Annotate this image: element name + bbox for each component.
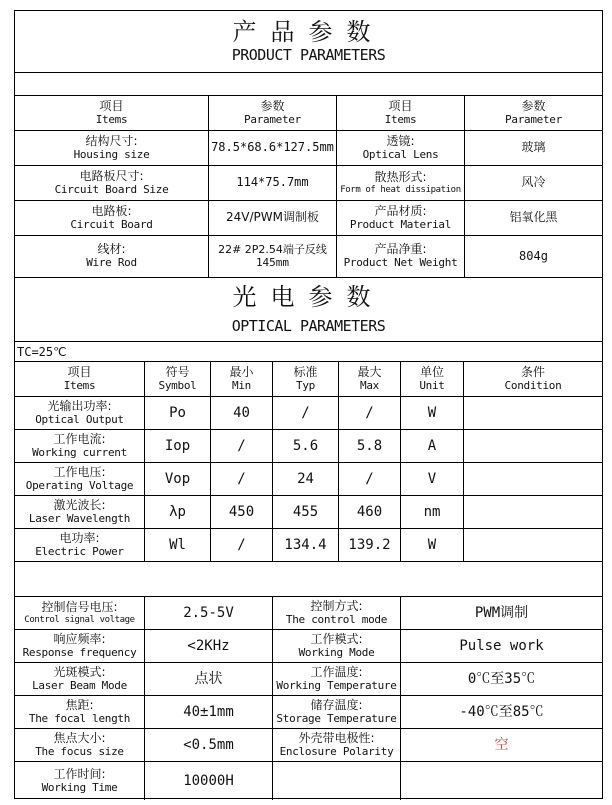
product-row: [15, 236, 602, 278]
opt-label-en: Working current: [32, 445, 127, 459]
header-items-en: Items: [95, 112, 128, 126]
ctl-label2-zh: 工作模式:: [310, 631, 363, 646]
opt-max: 460: [356, 503, 383, 520]
opt-min: /: [237, 536, 246, 553]
row-label2-zh: 散热形式:: [374, 169, 427, 184]
oh-min-en: Min: [232, 378, 251, 392]
header-param-en: Parameter: [244, 112, 301, 126]
row-value: 114*75.7mm: [236, 175, 309, 190]
ctl-value: 点状: [194, 670, 223, 687]
opt-typ: 455: [292, 503, 319, 520]
ctl-label2-zh: 控制方式:: [310, 598, 363, 613]
oh-typ-en: Typ: [296, 378, 315, 392]
opt-label-zh: 激光波长:: [53, 497, 106, 512]
ctl-label-zh: 控制信号电压:: [41, 599, 118, 614]
row-label-en: Circuit Board Size: [54, 182, 169, 196]
row-label2-zh: 产品材质:: [374, 203, 427, 218]
opt-label-zh: 工作电压:: [53, 464, 106, 479]
ctl-value: 10000H: [183, 772, 234, 789]
opt-label-en: Electric Power: [35, 544, 124, 558]
header-param2-zh: 参数: [521, 98, 546, 113]
row-label-zh: 线材:: [97, 242, 126, 257]
ctl-label2-zh: 工作温度:: [310, 664, 363, 679]
product-title-zh: 产品参数: [232, 18, 385, 47]
opt-max: /: [365, 404, 374, 421]
opt-min: 450: [228, 503, 255, 520]
ctl-value: <2KHz: [187, 637, 230, 654]
row-label-en: Circuit Board: [70, 217, 153, 231]
optical-row: [15, 430, 602, 463]
header-items2-en: Items: [384, 112, 417, 126]
ctl-value: 2.5-5V: [183, 604, 234, 621]
optical-row: [15, 397, 602, 430]
ctl-label2-en: The control mode: [285, 612, 388, 626]
opt-min: /: [237, 437, 246, 454]
tc-condition: TC=25℃: [17, 344, 67, 359]
opt-max: 5.8: [356, 437, 383, 454]
row-value2: 玻璃: [521, 140, 546, 155]
ctl-value2: 0℃至35℃: [467, 670, 536, 687]
opt-label-en: Laser Wavelength: [28, 511, 131, 525]
row-value-line1: 22# 2P2.54端子反线: [218, 242, 327, 256]
opt-symbol: Po: [169, 404, 186, 421]
spacer-row: [15, 73, 602, 96]
row-label2-en: Product Net Weight: [343, 256, 458, 270]
ctl-label2-en: Working Mode: [298, 645, 375, 659]
product-title-en: PRODUCT PARAMETERS: [231, 45, 386, 64]
control-row: [15, 729, 602, 762]
control-row: [15, 630, 602, 663]
oh-cond-zh: 条件: [520, 364, 545, 379]
ctl-label-zh: 响应频率:: [53, 631, 106, 646]
row-label2-zh: 透镜:: [386, 133, 415, 148]
opt-unit: A: [427, 437, 437, 454]
ctl-value2: PWM调制: [474, 604, 529, 621]
product-row: [15, 201, 602, 236]
oh-typ-zh: 标准: [293, 364, 318, 379]
row-label-en: Wire Rod: [86, 256, 137, 270]
header-items-zh: 项目: [99, 98, 124, 113]
oh-symbol-zh: 符号: [165, 364, 190, 379]
control-row: [15, 696, 602, 729]
opt-label-en: Operating Voltage: [25, 478, 134, 492]
optical-header-row: [15, 362, 602, 397]
opt-typ: 5.6: [292, 437, 319, 454]
product-row: [15, 166, 602, 201]
row-value-line2: 145mm: [255, 255, 290, 269]
optical-title-zh: 光电参数: [232, 283, 385, 312]
row-label-zh: 电路板:: [91, 203, 132, 218]
opt-unit: W: [427, 536, 437, 553]
opt-max: 139.2: [348, 536, 391, 553]
optical-title-block: [15, 278, 602, 342]
row-label2-zh: 产品净重:: [374, 242, 427, 257]
ctl-value2: 空: [494, 736, 509, 753]
opt-min: /: [237, 470, 246, 487]
row-label2-en: Form of heat dissipation: [340, 184, 461, 195]
oh-max-zh: 最大: [357, 364, 382, 379]
opt-label-zh: 光输出功率:: [47, 398, 112, 413]
opt-unit: nm: [423, 503, 441, 520]
oh-unit-zh: 单位: [419, 364, 444, 379]
product-header-row: [15, 96, 602, 131]
control-row: [15, 597, 602, 630]
opt-typ: /: [301, 404, 310, 421]
control-row: [15, 762, 602, 800]
ctl-label-en: Control signal voltage: [24, 614, 135, 625]
row-value: 24V/PWM调制板: [226, 210, 319, 225]
ctl-value2: -40℃至85℃: [459, 703, 544, 720]
tc-row: [15, 342, 602, 362]
opt-unit: W: [427, 404, 437, 421]
row-label-zh: 结构尺寸:: [85, 133, 138, 148]
header-param2-en: Parameter: [505, 112, 562, 126]
opt-min: 40: [233, 404, 250, 421]
control-row: [15, 663, 602, 696]
ctl-label-en: The focus size: [35, 744, 124, 758]
oh-cond-en: Condition: [504, 378, 562, 392]
spec-sheet: [14, 10, 603, 799]
row-value: 78.5*68.6*127.5mm: [211, 140, 334, 155]
opt-max: /: [365, 470, 374, 487]
ctl-label-en: Laser Beam Mode: [32, 678, 127, 692]
oh-max-en: Max: [360, 378, 379, 392]
product-row: [15, 131, 602, 166]
ctl-label-en: The focal length: [28, 711, 131, 725]
row-value2: 风冷: [521, 175, 546, 190]
opt-symbol: Iop: [164, 437, 191, 454]
ctl-value: 40±1mm: [183, 703, 234, 720]
ctl-label2-en: Storage Temperature: [276, 711, 397, 725]
opt-label-zh: 电功率:: [59, 530, 100, 545]
row-label2-en: Optical Lens: [362, 147, 439, 161]
ctl-label-en: Response frequency: [22, 645, 137, 659]
ctl-value: <0.5mm: [183, 736, 234, 753]
header-items2-zh: 项目: [388, 98, 413, 113]
header-param-zh: 参数: [260, 98, 285, 113]
oh-symbol-en: Symbol: [158, 378, 197, 392]
optical-title-en: OPTICAL PARAMETERS: [231, 316, 386, 335]
oh-min-zh: 最小: [229, 364, 254, 379]
ctl-value2: Pulse work: [459, 637, 544, 654]
row-label-zh: 电路板尺寸:: [79, 168, 144, 183]
row-value2: 铝氧化黑: [509, 210, 558, 225]
opt-typ: 134.4: [284, 536, 327, 553]
optical-row: [15, 496, 602, 529]
opt-symbol: Vop: [164, 470, 191, 487]
opt-unit: V: [427, 470, 437, 487]
opt-symbol: Wl: [169, 536, 186, 553]
ctl-label-zh: 工作时间:: [53, 766, 106, 781]
opt-symbol: λp: [169, 503, 186, 520]
opt-typ: 24: [297, 470, 314, 487]
ctl-label-zh: 焦点大小:: [53, 730, 106, 745]
row-label2-en: Product Material: [349, 217, 452, 231]
oh-items-zh: 项目: [67, 364, 92, 379]
oh-unit-en: Unit: [419, 378, 445, 392]
ctl-label-en: Working Time: [41, 780, 118, 794]
ctl-label-zh: 焦距:: [65, 697, 94, 712]
row-label-en: Housing size: [73, 147, 150, 161]
opt-label-zh: 工作电流:: [53, 431, 106, 446]
optical-row: [15, 529, 602, 562]
ctl-label-zh: 光斑模式:: [53, 664, 106, 679]
ctl-label2-en: Enclosure Polarity: [279, 744, 394, 758]
ctl-label2-zh: 储存温度:: [310, 697, 363, 712]
optical-row: [15, 463, 602, 496]
product-title-block: [15, 11, 602, 73]
ctl-label2-en: Working Temperature: [276, 678, 397, 692]
oh-items-en: Items: [63, 378, 96, 392]
ctl-label2-zh: 外壳带电极性:: [298, 730, 375, 745]
opt-label-en: Optical Output: [35, 412, 124, 426]
blank-row: [15, 562, 602, 597]
row-value2: 804g: [519, 248, 548, 263]
